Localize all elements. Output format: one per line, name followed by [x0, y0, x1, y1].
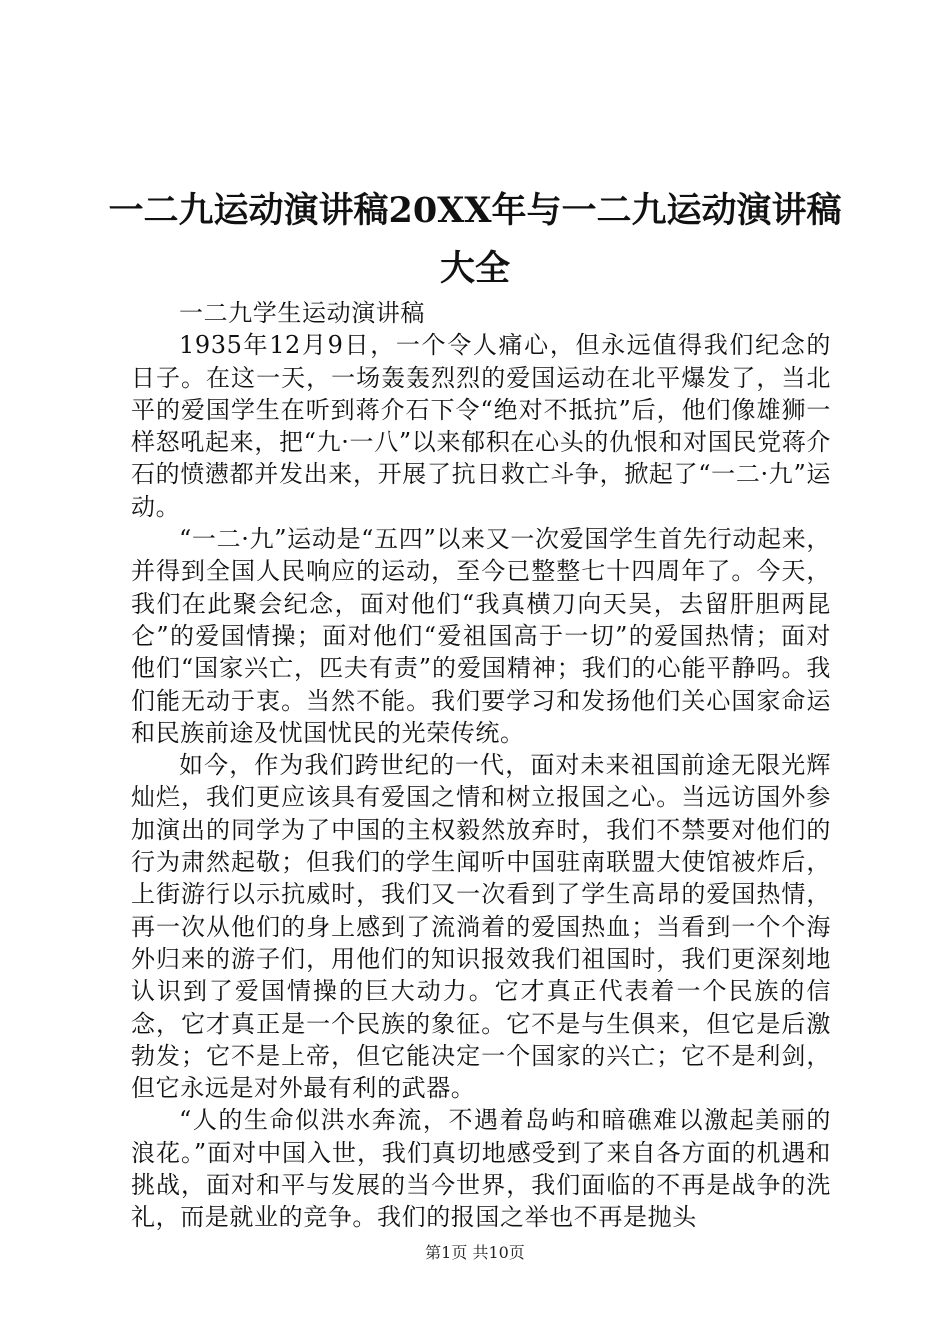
body-paragraph-3: 如今，作为我们跨世纪的一代，面对未来祖国前途无限光辉灿烂，我们更应该具有爱国之情和树立报国之心。当远访国外参加演出的同学为了中国的主权毅然放弃时，我们不禁要对他们的行为肃然起敬；但我们的学生闻听中国驻南联盟大使馆被炸后，上街游行以示抗威时，我们又一次看到了学生高昂的爱国热情，再一次从他们的身上感到了流淌着的爱国热血；当看到一个个海外归来的游子们，用他们的知识报效我们祖国时，我们更深刻地认识到了爱国情操的巨大动力。它才真正代表着一个民族的信念，它才真正是一个民族的象征。它不是与生俱来，但它是后激勃发；它不是上帝，但它能决定一个国家的兴亡；它不是利剑，但它永远是对外最有利的武器。: [131, 751, 831, 1103]
document-title: 一二九运动演讲稿20XX年与一二九运动演讲稿大全: [108, 190, 842, 289]
body-paragraph-1: 1935年12月9日，一个令人痛心，但永远值得我们纪念的日子。在这一天，一场轰轰烈烈的爱国运动在北平爆发了，当北平的爱国学生在听到蒋介石下令“绝对不抵抗”后，他们像雄狮一样怒吼起来，把“九·一八”以来郁积在心头的仇恨和对国民党蒋介石的愤懑都并发出来，开展了抗日救亡斗争，掀起了“一二·九”运动。: [131, 331, 831, 521]
document-body: [131, 297, 831, 1234]
page-indicator: 第1页 共10页: [425, 1243, 525, 1262]
body-paragraph-2: “一二·九”运动是“五四”以来又一次爱国学生首先行动起来，并得到全国人民响应的运动，至今已整整七十四周年了。今天，我们在此聚会纪念，面对他们“我真横刀向天吴，去留肝胆两昆仑”的爱国情操；面对他们“爱祖国高于一切”的爱国热情；面对他们“国家兴亡，匹夫有责”的爱国精神；我们的心能平静吗。我们能无动于衷。当然不能。我们要学习和发扬他们关心国家命运和民族前途及忧国忧民的光荣传统。: [131, 525, 831, 747]
body-paragraph-4: “人的生命似洪水奔流，不遇着岛屿和暗礁难以激起美丽的浪花。”面对中国入世，我们真切地感受到了来自各方面的机遇和挑战，面对和平与发展的当今世界，我们面临的不再是战争的洗礼，而是就业的竞争。我们的报国之举也不再是抛头: [131, 1106, 831, 1232]
section-subheading: 一二九学生运动演讲稿: [179, 299, 425, 327]
page-footer: [0, 1242, 950, 1264]
